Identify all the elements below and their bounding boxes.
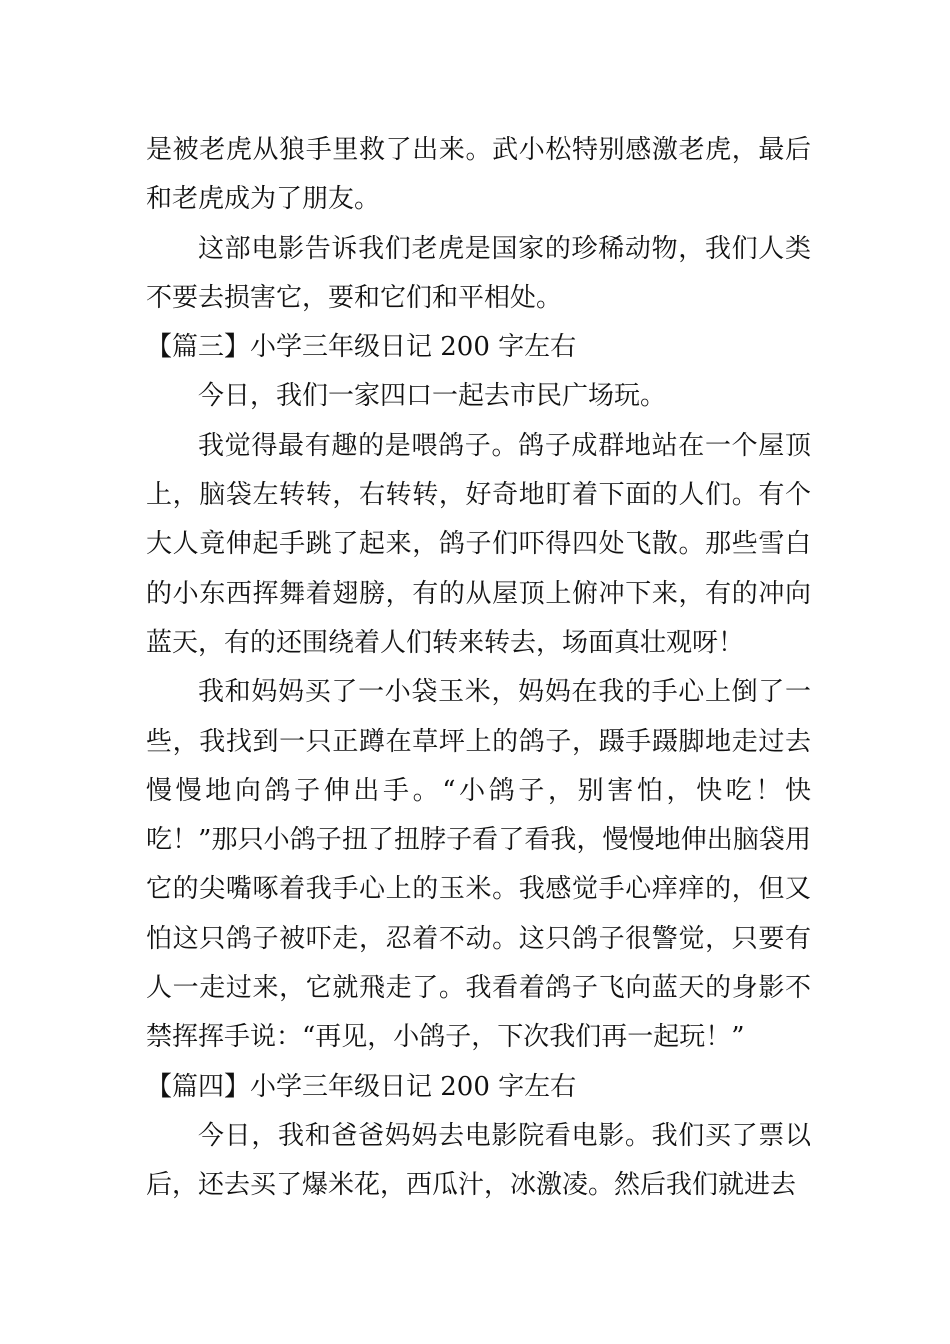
paragraph-continued-story: 是被老虎从狼手里救了出来。武小松特别感激老虎，最后和老虎成为了朋友。 bbox=[146, 135, 811, 215]
section-heading-part-four: 【篇四】小学三年级日记 200 字左右 bbox=[146, 1071, 577, 1102]
paragraph-movie-lesson: 这部电影告诉我们老虎是国家的珍稀动物，我们人类不要去损害它，要和它们和平相处。 bbox=[146, 233, 811, 313]
paragraph-pigeon-in-hand: 我和妈妈买了一小袋玉米，妈妈在我的手心上倒了一些，我找到一只正蹲在草坪上的鸽子，蹑手蹑脚地走过去慢慢地向鸽子伸出手。“小鸽子，别害怕，快吃！快吃！”那只小鸽子扭了扭脖子看了看我，慢慢地伸出脑袋用它的尖嘴啄着我手心上的玉米。我感觉手心痒痒的，但又怕这只鸽子被吓走，忍着不动。这只鸽子很警觉，只要有人一走过来，它就飛走了。我看着鸽子飞向蓝天的身影不禁挥挥手说：“再见，小鸽子，下次我们再一起玩！” bbox=[146, 677, 811, 1053]
section-heading-part-three: 【篇三】小学三年级日记 200 字左右 bbox=[146, 332, 577, 363]
paragraph-cinema-trip: 今日，我和爸爸妈妈去电影院看电影。我们买了票以后，还去买了爆米花，西瓜汁，冰激凌。然后我们就进去 bbox=[146, 1120, 811, 1201]
paragraph-square-outing: 今日，我们一家四口一起去市民广场玩。 bbox=[198, 381, 667, 412]
paragraph-feeding-pigeons: 我觉得最有趣的是喂鸽子。鸽子成群地站在一个屋顶上，脑袋左转转，右转转，好奇地盯着下面的人们。有个大人竟伸起手跳了起来，鸽子们吓得四处飞散。那些雪白的小东西挥舞着翅膀，有的从屋顶上俯冲下来，有的冲向蓝天，有的还围绕着人们转来转去，场面真壮观呀！ bbox=[146, 430, 811, 658]
document-body bbox=[146, 126, 811, 1211]
